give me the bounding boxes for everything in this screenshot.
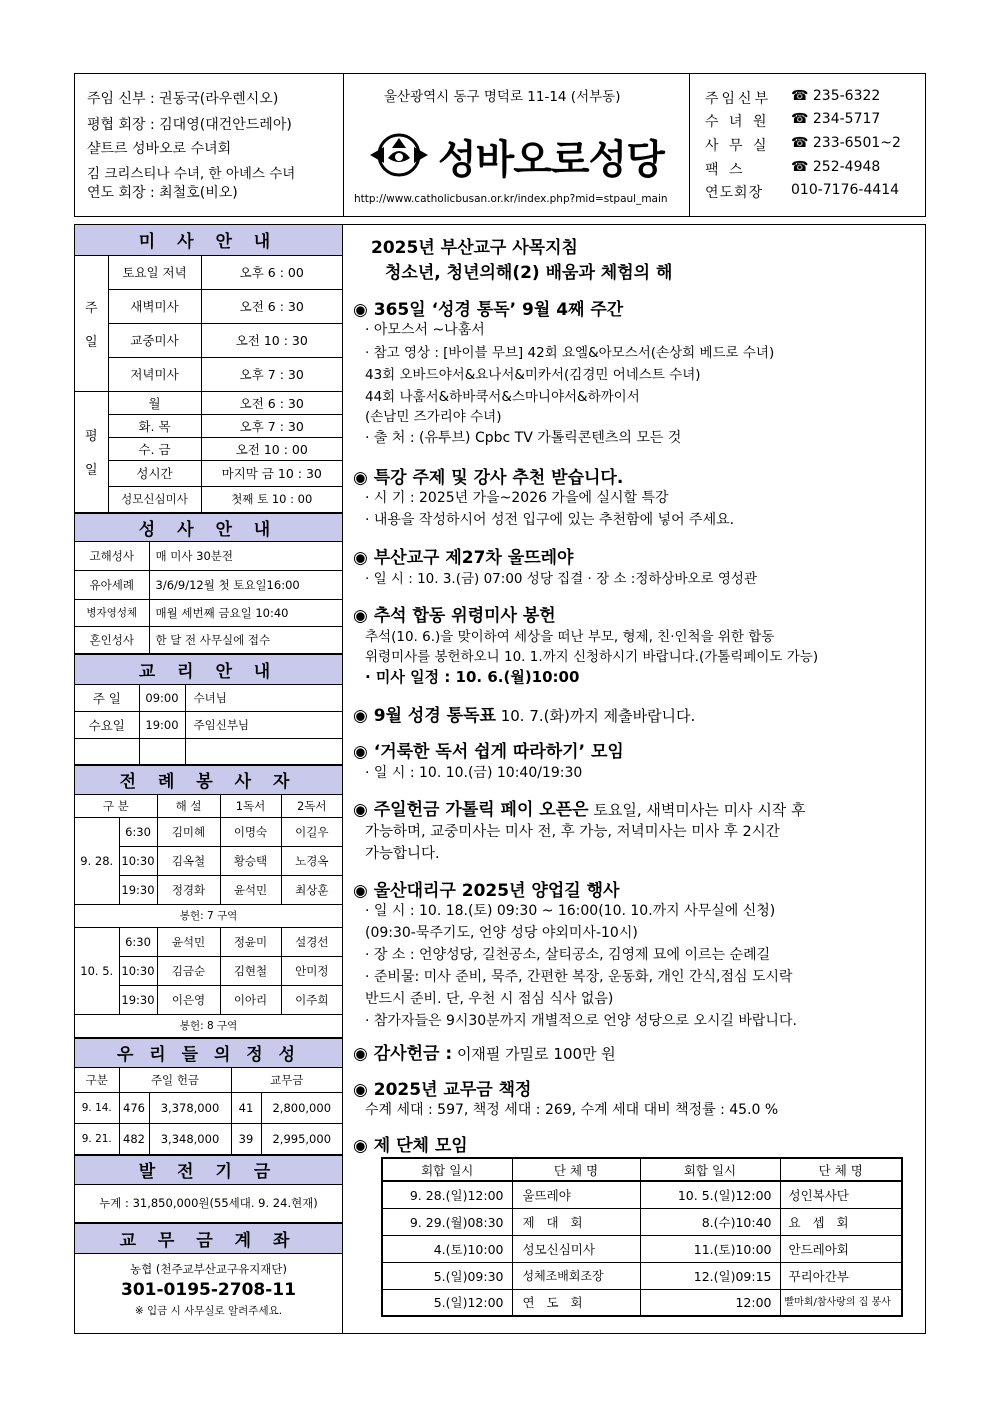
sacrament-info: 매 미사 30분전 (149, 541, 342, 570)
catechism-time (139, 738, 185, 764)
section-heading: ◉ 2025년 교무금 책정 (353, 1080, 532, 1100)
sunday-label: 주 일 (75, 255, 108, 391)
sacrament-info: 한 달 전 사무실에 접수 (149, 626, 342, 653)
section-line: 44회 나훔서&하바쿡서&스마니야서&하까이서 (365, 389, 640, 405)
server-name: 이은영 (157, 985, 220, 1014)
sacrament-title: 성 사 안 내 (75, 513, 342, 541)
server-name: 설경선 (281, 927, 342, 956)
meeting-time: 4.(토)10:00 (382, 1235, 512, 1262)
sacrament-name: 병자영성체 (75, 599, 149, 626)
server-name: 정경화 (157, 875, 220, 904)
contact-phone: ☎ 235-6322 (791, 88, 881, 104)
fund-table (75, 1155, 342, 1223)
section-line: · 참가자들은 9시30분까지 개별적으로 언양 성당으로 오시길 바랍니다. (365, 1013, 797, 1029)
section-line: · 내용을 작성하시어 성전 입구에 있는 추천함에 넣어 주세요. (365, 512, 735, 528)
offering-amount: 2,800,000 (261, 1092, 342, 1123)
offering-count: 41 (231, 1092, 261, 1123)
meeting-time: 11.(토)10:00 (640, 1235, 780, 1262)
mass-name: 성모신심미사 (108, 486, 201, 512)
header-box (74, 73, 926, 217)
servers-time: 19:30 (119, 875, 157, 904)
group-name: 꾸리아간부 (780, 1262, 902, 1289)
group-name: 연 도 회 (512, 1289, 640, 1316)
sacrament-info: 3/6/9/12월 첫 토요일16:00 (149, 570, 342, 599)
mass-name: 새벽미사 (108, 289, 201, 323)
offerings-header: 주일 헌금 (119, 1067, 231, 1092)
mass-name: 화. 목 (108, 414, 201, 437)
offering-count: 39 (231, 1123, 261, 1154)
mass-time: 오전 10 : 00 (201, 437, 342, 460)
section-line: 위령미사를 봉헌하오니 10. 1.까지 신청하시기 바랍니다.(가톨릭페이도 가능) (365, 649, 819, 665)
sacrament-name: 고해성사 (75, 541, 149, 570)
mass-name: 토요일 저녁 (108, 255, 201, 289)
meeting-time: 12:00 (640, 1289, 780, 1316)
section-line: · 참고 영상 : [바이블 무브] 42회 요엘&아모스서(손상희 베드로 수녀) (365, 345, 775, 361)
server-name: 김현철 (220, 956, 281, 985)
meeting-time: 9. 28.(일)12:00 (382, 1181, 512, 1208)
server-name: 노경옥 (281, 846, 342, 875)
groups-header: 단 체 명 (512, 1158, 640, 1181)
contact-label: 팩 스 (705, 162, 746, 178)
catechism-day: 주 일 (75, 684, 139, 711)
section-line: · 준비물: 미사 준비, 묵주, 간편한 복장, 운동화, 개인 간식,점심 도시락 (365, 969, 793, 985)
section-line: 반드시 준비. 단, 우천 시 점심 식사 없음) (365, 991, 614, 1007)
mass-time: 오후 7 : 30 (201, 414, 342, 437)
meeting-time: 10. 5.(일)12:00 (640, 1181, 780, 1208)
catechism-time: 19:00 (139, 711, 185, 738)
server-name: 김미혜 (157, 817, 220, 846)
section-heading: ◉ 울산대리구 2025년 양업길 행사 (353, 881, 620, 901)
offering-date: 9. 14. (75, 1092, 119, 1123)
server-name: 이아리 (220, 985, 281, 1014)
section-bold-line: · 미사 일정 : 10. 6.(월)10:00 (365, 668, 580, 686)
section-line: · 시 기 : 2025년 가을~2026 가을에 실시할 특강 (365, 490, 669, 506)
section-heading: ◉ ‘거룩한 독서 쉽게 따라하기’ 모임 (353, 742, 624, 762)
section-line: 수계 세대 : 597, 책정 세대 : 269, 수계 세대 대비 책정률 : 45.0 % (365, 1102, 779, 1118)
section-line: · 출 처 : (유투브) Cpbc TV 가톨릭콘텐츠의 모든 것 (365, 430, 682, 446)
pastoral-title: 2025년 부산교구 사목지침 (371, 238, 578, 258)
contact-label: 수 녀 원 (705, 114, 770, 130)
account-number[interactable]: 301-0195-2708-11 (121, 1279, 296, 1300)
offerings-header: 구분 (75, 1067, 119, 1092)
weekday-label: 평 일 (75, 391, 108, 512)
mass-name: 저녁미사 (108, 357, 201, 391)
section-inline: 10. 7.(화)까지 제출바랍니다. (495, 707, 696, 725)
contact-phone: ☎ 233-6501~2 (791, 135, 901, 151)
mass-time: 오전 6 : 30 (201, 391, 342, 414)
pastoral-subtitle: 청소년, 청년의해(2) 배움과 체험의 해 (385, 263, 673, 283)
header-left-line-3: 샬트르 성바오로 수녀회 (87, 141, 232, 157)
section-heading: ◉ 제 단체 모임 (353, 1136, 468, 1156)
section-row (353, 1039, 616, 1064)
meeting-time: 12.(일)09:15 (640, 1262, 780, 1289)
section-line: 가능합니다. (365, 846, 440, 862)
header-left-line-4: 김 크리스티나 수녀, 한 아녜스 수녀 (87, 166, 296, 182)
group-name: 울뜨레야 (512, 1181, 640, 1208)
mass-name: 성시간 (108, 460, 201, 486)
offering-count: 476 (119, 1092, 149, 1123)
servers-date: 9. 28. (75, 817, 119, 904)
group-name: 빨마회/참사랑의 집 봉사 (780, 1289, 902, 1316)
catechism-title: 교 리 안 내 (75, 654, 342, 684)
server-name: 이길우 (281, 817, 342, 846)
catechism-teacher: 수녀님 (185, 684, 342, 711)
account-info (75, 1253, 342, 1325)
header-left-line-5: 연도 회장 : 최철호(비오) (87, 185, 238, 201)
server-name: 최상훈 (281, 875, 342, 904)
servers-offering: 봉헌: 8 구역 (75, 1014, 342, 1037)
header-center (344, 74, 690, 216)
header-left-line-1: 주임 신부 : 권동국(라우렌시오) (87, 91, 279, 107)
mass-time: 첫째 토 10 : 00 (201, 486, 342, 512)
section-line: 가능하며, 교중미사는 미사 전, 후 가능, 저녁미사는 미사 후 2시간 (365, 824, 780, 840)
servers-time: 6:30 (119, 927, 157, 956)
sacrament-table (75, 513, 342, 654)
catechism-teacher: 주임신부님 (185, 711, 342, 738)
servers-title: 전 례 봉 사 자 (75, 765, 342, 794)
account-table (75, 1223, 342, 1326)
group-name: 성인복사단 (780, 1181, 902, 1208)
section-heading: ◉ 감사헌금 : (353, 1044, 453, 1064)
server-name: 이명숙 (220, 817, 281, 846)
offering-date: 9. 21. (75, 1123, 119, 1154)
section-line: · 일 시 : 10. 10.(금) 10:40/19:30 (365, 765, 583, 781)
left-column (75, 225, 342, 1325)
offerings-title: 우 리 들 의 정 성 (75, 1038, 342, 1067)
servers-header: 2독서 (281, 794, 342, 817)
server-name: 정윤미 (220, 927, 281, 956)
server-name: 이주희 (281, 985, 342, 1014)
servers-header: 1독서 (220, 794, 281, 817)
servers-header: 구 분 (75, 794, 157, 817)
groups-header: 단 체 명 (780, 1158, 902, 1181)
contact-label: 연도회장 (705, 185, 764, 201)
servers-offering: 봉헌: 7 구역 (75, 904, 342, 927)
account-note: ※ 입금 시 사무실로 알려주세요. (134, 1304, 283, 1317)
section-row (353, 701, 695, 726)
contact-phone: ☎ 252-4948 (791, 159, 881, 175)
mass-time: 오후 6 : 00 (201, 255, 342, 289)
header-left (75, 74, 344, 216)
server-name: 김금순 (157, 956, 220, 985)
section-line: 43회 오바드야서&요나서&미카서(김경민 어네스트 수녀) (365, 367, 701, 383)
server-name: 안미정 (281, 956, 342, 985)
sacrament-name: 혼인성사 (75, 626, 149, 653)
catechism-day: 수요일 (75, 711, 139, 738)
church-url[interactable]: http://www.catholicbusan.or.kr/index.php?mid=stpaul_main (354, 193, 668, 205)
offering-count: 482 (119, 1123, 149, 1154)
mass-time: 오전 10 : 30 (201, 323, 342, 357)
section-heading: ◉ 부산교구 제27차 울뜨레야 (353, 548, 574, 568)
section-line: · 장 소 : 언양성당, 길천공소, 살티공소, 김영제 묘에 이르는 순례길 (365, 947, 771, 963)
groups-header: 회합 일시 (640, 1158, 780, 1181)
servers-date: 10. 5. (75, 927, 119, 1014)
group-name: 성체조배회조장 (512, 1262, 640, 1289)
group-name: 요 셉 회 (780, 1208, 902, 1235)
section-heading: ◉ 9월 성경 통독표 (353, 706, 496, 726)
account-bank: 농협 (천주교부산교구유지재단) (129, 1261, 288, 1276)
section-row (353, 795, 806, 820)
offering-amount: 2,995,000 (261, 1123, 342, 1154)
section-line: · 일 시 : 10. 3.(금) 07:00 성당 집결 · 장 소 :정하상바오로 영성관 (365, 571, 757, 587)
section-inline: 이재필 가밀로 100만 원 (452, 1045, 616, 1063)
server-name: 황승택 (220, 846, 281, 875)
contact-label: 사 무 실 (705, 138, 770, 154)
section-line: · 일 시 : 10. 18.(토) 09:30 ~ 16:00(10. 10.까지 사무실에 신청) (365, 903, 776, 919)
account-title: 교 무 금 계 좌 (75, 1223, 342, 1253)
offerings-header: 교무금 (231, 1067, 342, 1092)
servers-time: 10:30 (119, 846, 157, 875)
section-heading: ◉ 365일 ‘성경 통독’ 9월 4째 주간 (353, 300, 624, 320)
server-name: 윤석민 (157, 927, 220, 956)
servers-header: 해 설 (157, 794, 220, 817)
sacrament-name: 유아세례 (75, 570, 149, 599)
catechism-day (75, 738, 139, 764)
mass-time: 마지막 금 10 : 30 (201, 460, 342, 486)
section-line: (09:30-묵주기도, 언양 성당 야외미사-10시) (365, 925, 638, 941)
catechism-time: 09:00 (139, 684, 185, 711)
mass-name: 월 (108, 391, 201, 414)
section-line: · 아모스서 ~나훔서 (365, 322, 485, 338)
contact-label: 주임신부 (705, 91, 772, 107)
catechism-table (75, 654, 342, 765)
section-line: (손남민 즈가리야 수녀) (365, 409, 502, 425)
servers-time: 6:30 (119, 817, 157, 846)
mass-title: 미 사 안 내 (75, 225, 342, 255)
mass-name: 수. 금 (108, 437, 201, 460)
contact-phone: ☎ 234-5717 (791, 111, 881, 127)
contact-phone: 010-7176-4414 (791, 182, 900, 198)
section-heading: ◉ 특강 주제 및 강사 추천 받습니다. (353, 468, 624, 488)
mass-time: 오전 6 : 30 (201, 289, 342, 323)
meeting-time: 5.(일)09:30 (382, 1262, 512, 1289)
servers-table (75, 765, 342, 1038)
group-name: 안드레아회 (780, 1235, 902, 1262)
group-name: 제 대 회 (512, 1208, 640, 1235)
groups-header: 회합 일시 (382, 1158, 512, 1181)
meeting-time: 8.(수)10:40 (640, 1208, 780, 1235)
server-name: 김옥철 (157, 846, 220, 875)
groups-table (381, 1157, 903, 1317)
section-heading: ◉ 주일헌금 가톨릭 페이 오픈은 (353, 800, 589, 820)
mass-table (75, 225, 342, 513)
section-heading: ◉ 추석 합동 위령미사 봉헌 (353, 606, 556, 626)
fund-total: 누계 : 31,850,000원(55세대. 9. 24.현재) (75, 1184, 342, 1222)
offerings-table (75, 1038, 342, 1155)
church-address: 울산광역시 동구 명덕로 11-14 (서부동) (384, 89, 621, 105)
mass-name: 교중미사 (108, 323, 201, 357)
mass-time: 오후 7 : 30 (201, 357, 342, 391)
sacrament-info: 매월 세번째 금요일 10:40 (149, 599, 342, 626)
header-left-line-2: 평협 회장 : 김대영(대건안드레아) (87, 117, 292, 133)
fund-title: 발 전 기 금 (75, 1155, 342, 1184)
church-logo-icon (366, 130, 432, 180)
section-line: 추석(10. 6.)을 맞이하여 세상을 떠난 부모, 형제, 친·인척을 위한 합동 (365, 629, 775, 645)
offering-amount: 3,378,000 (149, 1092, 231, 1123)
group-name: 성모신심미사 (512, 1235, 640, 1262)
meeting-time: 9. 29.(월)08:30 (382, 1208, 512, 1235)
catechism-teacher (185, 738, 342, 764)
server-name: 윤석민 (220, 875, 281, 904)
section-inline: 토요일, 새벽미사는 미사 시작 후 (588, 801, 806, 819)
main-column (343, 225, 923, 1332)
church-name: 성바오로성당 (438, 137, 664, 183)
servers-time: 19:30 (119, 985, 157, 1014)
offering-amount: 3,348,000 (149, 1123, 231, 1154)
servers-time: 10:30 (119, 956, 157, 985)
meeting-time: 5.(일)12:00 (382, 1289, 512, 1316)
